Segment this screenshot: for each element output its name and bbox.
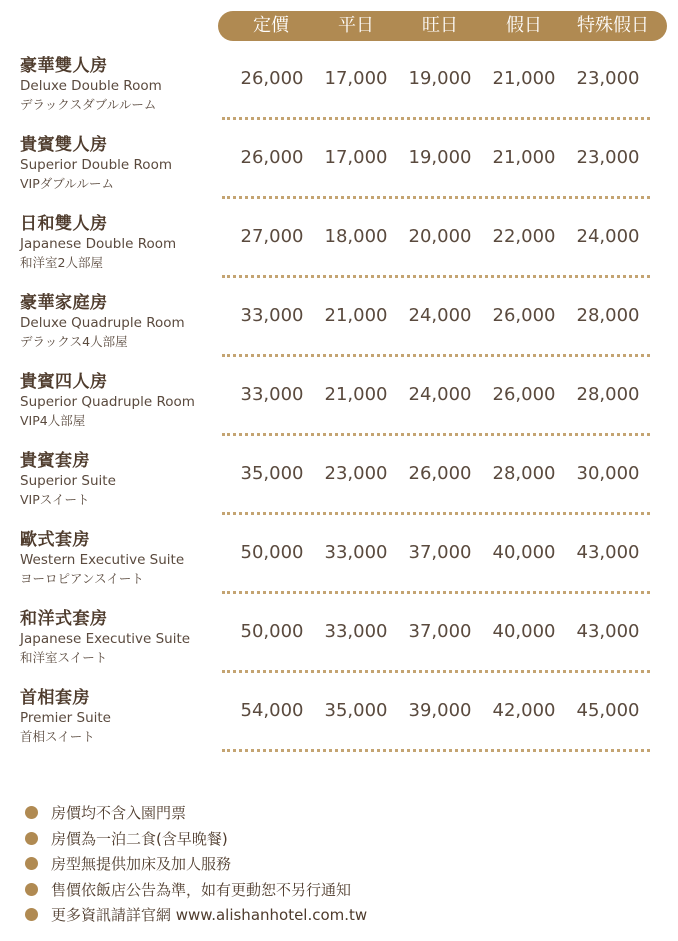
price-cell: 37,000 — [408, 542, 472, 563]
room-row — [0, 529, 678, 608]
column-header-weekday: 平日 — [338, 15, 374, 36]
price-cell: 19,000 — [408, 147, 472, 168]
room-name — [20, 371, 195, 430]
price-cell: 43,000 — [576, 542, 640, 563]
room-name — [20, 529, 184, 588]
price-cell: 26,000 — [240, 68, 304, 89]
room-name-chinese: 和洋式套房 — [20, 609, 108, 629]
dotted-divider — [222, 749, 650, 752]
room-name-japanese: ヨーロピアンスイート — [20, 571, 144, 586]
room-row — [0, 687, 678, 766]
price-cell: 26,000 — [492, 305, 556, 326]
price-cell: 28,000 — [576, 305, 640, 326]
price-cell: 35,000 — [324, 700, 388, 721]
room-name-japanese: 和洋室2人部屋 — [20, 255, 103, 270]
note-text: 房價均不含入園門票 — [51, 804, 187, 823]
room-name-chinese: 貴賓套房 — [20, 451, 90, 471]
dotted-divider — [222, 117, 650, 120]
note-item — [25, 851, 367, 877]
price-cell: 21,000 — [492, 68, 556, 89]
column-header-list-price: 定價 — [253, 15, 289, 36]
room-name-english: Superior Suite — [20, 473, 116, 489]
price-cell: 21,000 — [324, 384, 388, 405]
room-name-english: Japanese Double Room — [20, 236, 177, 252]
room-name-japanese: VIP4人部屋 — [20, 413, 86, 428]
note-item — [25, 800, 367, 826]
room-row — [0, 371, 678, 450]
room-name-english: Premier Suite — [20, 710, 111, 726]
room-name-chinese: 豪華雙人房 — [20, 56, 108, 76]
room-name-chinese: 豪華家庭房 — [20, 293, 108, 313]
price-cell: 30,000 — [576, 463, 640, 484]
room-name — [20, 687, 111, 746]
price-cell: 22,000 — [492, 226, 556, 247]
price-cell: 27,000 — [240, 226, 304, 247]
price-cell: 24,000 — [576, 226, 640, 247]
room-name — [20, 213, 176, 272]
price-cell: 24,000 — [408, 384, 472, 405]
bullet-icon — [25, 806, 38, 819]
room-name-japanese: VIPダブルルーム — [20, 176, 114, 191]
room-name — [20, 134, 172, 193]
notes-list — [25, 800, 367, 928]
price-cell: 26,000 — [408, 463, 472, 484]
note-text: 房型無提供加床及加人服務 — [51, 855, 232, 874]
room-row — [0, 608, 678, 687]
price-cell: 50,000 — [240, 542, 304, 563]
price-cell: 26,000 — [492, 384, 556, 405]
price-cell: 21,000 — [492, 147, 556, 168]
room-row — [0, 213, 678, 292]
price-cell: 33,000 — [324, 542, 388, 563]
bullet-icon — [25, 832, 38, 845]
room-name-english: Superior Quadruple Room — [20, 394, 195, 410]
note-text: 更多資訊請詳官網 www.alishanhotel.com.tw — [51, 906, 368, 925]
room-name-chinese: 歐式套房 — [20, 530, 90, 550]
price-cell: 35,000 — [240, 463, 304, 484]
price-cell: 33,000 — [240, 305, 304, 326]
price-cell: 17,000 — [324, 147, 388, 168]
room-name-japanese: デラックスダブルルーム — [20, 97, 157, 112]
column-header-holiday: 假日 — [506, 15, 542, 36]
price-cell: 40,000 — [492, 542, 556, 563]
dotted-divider — [222, 196, 650, 199]
dotted-divider — [222, 591, 650, 594]
note-item — [25, 826, 367, 852]
room-name — [20, 55, 162, 114]
room-name-japanese: デラックス4人部屋 — [20, 334, 128, 349]
room-name-english: Deluxe Double Room — [20, 78, 162, 94]
room-name-chinese: 首相套房 — [20, 688, 90, 708]
price-cell: 20,000 — [408, 226, 472, 247]
note-text: 房價為一泊二食(含早晚餐) — [51, 829, 228, 848]
dotted-divider — [222, 512, 650, 515]
room-name-japanese: VIPスイート — [20, 492, 90, 507]
price-cell: 17,000 — [324, 68, 388, 89]
price-cell: 24,000 — [408, 305, 472, 326]
room-row — [0, 55, 678, 134]
room-name-japanese: 和洋室スイート — [20, 650, 108, 665]
price-cell: 33,000 — [324, 621, 388, 642]
price-cell: 43,000 — [576, 621, 640, 642]
note-item — [25, 877, 367, 903]
price-cell: 50,000 — [240, 621, 304, 642]
price-cell: 54,000 — [240, 700, 304, 721]
room-row — [0, 292, 678, 371]
dotted-divider — [222, 275, 650, 278]
price-cell: 26,000 — [240, 147, 304, 168]
price-cell: 39,000 — [408, 700, 472, 721]
dotted-divider — [222, 354, 650, 357]
price-cell: 40,000 — [492, 621, 556, 642]
bullet-icon — [25, 883, 38, 896]
price-cell: 23,000 — [576, 68, 640, 89]
price-table-header — [218, 11, 667, 41]
room-name-english: Deluxe Quadruple Room — [20, 315, 185, 331]
room-name-english: Western Executive Suite — [20, 552, 185, 568]
room-name — [20, 608, 190, 667]
price-cell: 28,000 — [492, 463, 556, 484]
price-cell: 23,000 — [324, 463, 388, 484]
bullet-icon — [25, 857, 38, 870]
dotted-divider — [222, 670, 650, 673]
price-cell: 18,000 — [324, 226, 388, 247]
price-cell: 19,000 — [408, 68, 472, 89]
price-cell: 42,000 — [492, 700, 556, 721]
room-name-chinese: 日和雙人房 — [20, 214, 108, 234]
room-name-japanese: 首相スイート — [20, 729, 95, 744]
column-header-special-holiday: 特殊假日 — [577, 15, 649, 36]
dotted-divider — [222, 433, 650, 436]
room-row — [0, 134, 678, 213]
room-name-chinese: 貴賓雙人房 — [20, 135, 108, 155]
price-cell: 45,000 — [576, 700, 640, 721]
price-cell: 33,000 — [240, 384, 304, 405]
room-row — [0, 450, 678, 529]
column-header-peak-day: 旺日 — [422, 15, 458, 36]
note-item — [25, 902, 367, 928]
note-text: 售價依飯店公告為準，如有更動恕不另行通知 — [51, 880, 352, 899]
bullet-icon — [25, 908, 38, 921]
room-name-english: Japanese Executive Suite — [20, 631, 191, 647]
price-cell: 37,000 — [408, 621, 472, 642]
room-name-chinese: 貴賓四人房 — [20, 372, 108, 392]
room-name — [20, 292, 185, 351]
price-cell: 28,000 — [576, 384, 640, 405]
room-name — [20, 450, 116, 509]
price-cell: 23,000 — [576, 147, 640, 168]
room-name-english: Superior Double Room — [20, 157, 172, 173]
price-cell: 21,000 — [324, 305, 388, 326]
